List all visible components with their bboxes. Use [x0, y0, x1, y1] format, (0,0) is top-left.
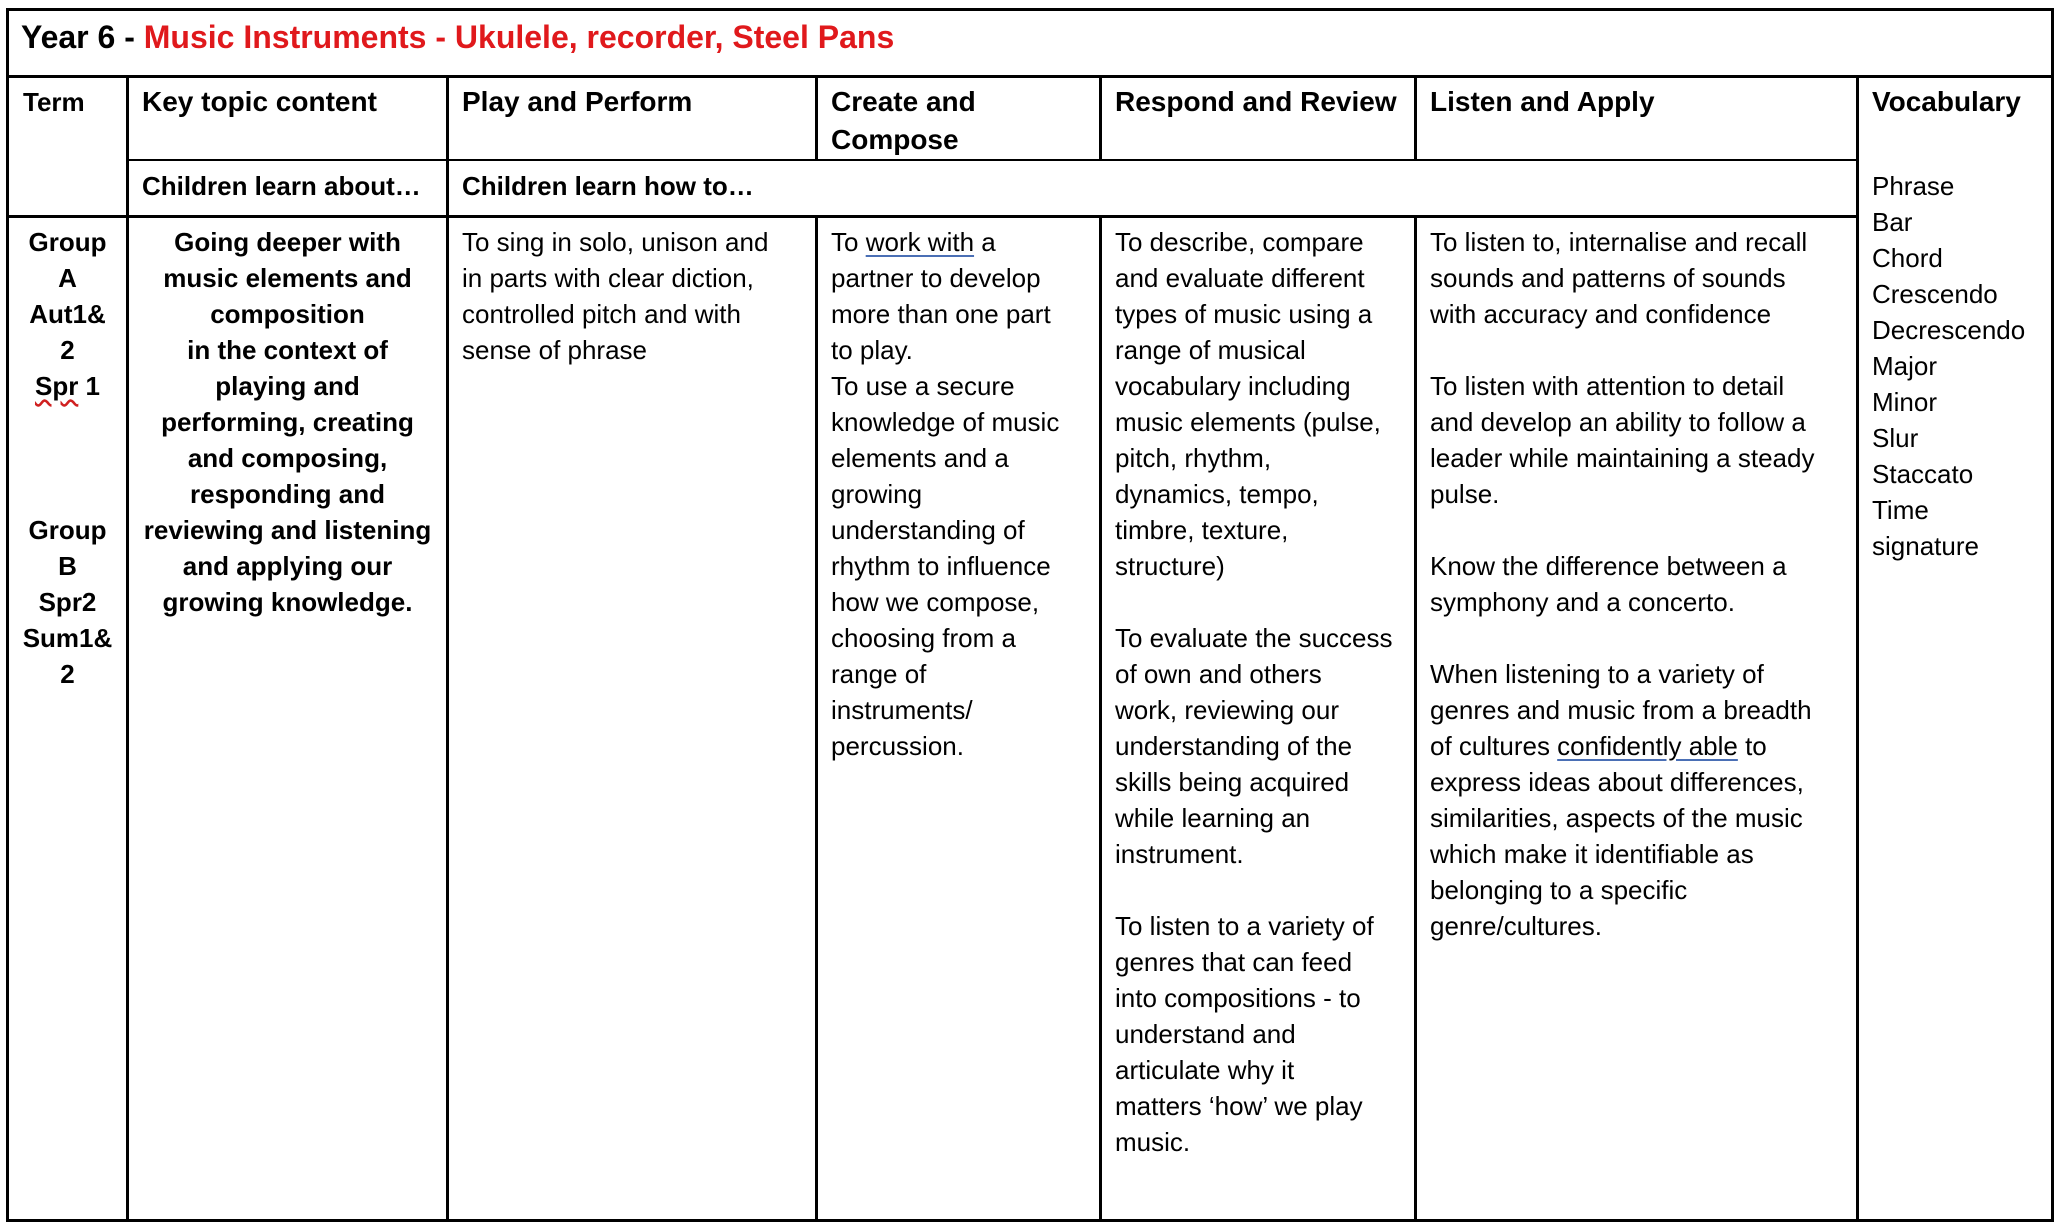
listen-apply-line: To listen with attention to detail — [1430, 371, 1785, 401]
play-perform-line: in parts with clear diction, — [462, 263, 754, 293]
header-vocabulary-label: Vocabulary — [1872, 86, 2021, 117]
vocab-item: Slur — [1872, 423, 1919, 453]
listen-apply-cell — [1430, 224, 1855, 944]
column-divider — [815, 78, 818, 159]
key-topic-line: in the context of — [187, 335, 388, 365]
respond-review-line: music elements (pulse, — [1115, 407, 1381, 437]
column-divider — [1099, 217, 1102, 1222]
respond-review-line: pitch, rhythm, — [1115, 443, 1272, 473]
respond-review-line: To listen to a variety of — [1115, 911, 1374, 941]
play-perform-line: To sing in solo, unison and — [462, 227, 769, 257]
key-topic-line: and applying our — [182, 551, 393, 581]
respond-review-line: of own and others — [1115, 659, 1322, 689]
create-compose-line: partner to develop — [831, 263, 1041, 293]
respond-review-line: understanding of the — [1115, 731, 1353, 761]
listen-apply-text: of cultures — [1430, 731, 1558, 761]
create-compose-line: growing — [831, 479, 923, 509]
header-play-perform — [462, 83, 812, 121]
listen-apply-line: similarities, aspects of the music — [1430, 803, 1803, 833]
column-divider — [1414, 78, 1417, 159]
header-row-divider — [126, 159, 1859, 161]
create-compose-line: rhythm to influence — [831, 551, 1051, 581]
vocab-item: Staccato — [1872, 459, 1974, 489]
respond-review-line: understand and — [1115, 1019, 1296, 1049]
create-compose-line: To use a secure — [831, 371, 1015, 401]
create-compose-line: instruments/ — [831, 695, 973, 725]
key-topic-line: composition — [210, 299, 365, 329]
create-compose-line: understanding of — [831, 515, 1025, 545]
vocab-item: Decrescendo — [1872, 315, 2026, 345]
listen-apply-line: pulse. — [1430, 479, 1500, 509]
create-compose-text: To — [831, 227, 866, 257]
listen-apply-line: sounds and patterns of sounds — [1430, 263, 1786, 293]
respond-review-line: work, reviewing our — [1115, 695, 1339, 725]
subheader-learn-about-label: Children learn about… — [142, 171, 421, 201]
spacer — [9, 476, 126, 512]
respond-review-line: while learning an — [1115, 803, 1311, 833]
header-create-compose-line: Create and — [831, 86, 976, 117]
respond-review-line: music. — [1115, 1127, 1191, 1157]
term-line: A — [58, 263, 77, 293]
respond-review-line: and evaluate different — [1115, 263, 1365, 293]
create-compose-underlined: work with — [865, 227, 975, 257]
vocab-item: Time — [1872, 495, 1929, 525]
header-create-compose-line: Compose — [831, 124, 959, 155]
respond-review-line: timbre, texture, — [1115, 515, 1289, 545]
term-line: Group — [28, 515, 107, 545]
column-divider — [1099, 78, 1102, 159]
subheader-learn-how-label: Children learn how to… — [462, 171, 754, 201]
term-line: 2 — [60, 659, 75, 689]
respond-review-line: vocabulary including — [1115, 371, 1351, 401]
listen-apply-underlined: confidently able — [1557, 731, 1738, 761]
header-listen-apply-label: Listen and Apply — [1430, 86, 1655, 117]
vocab-item: Minor — [1872, 387, 1938, 417]
create-compose-line — [831, 224, 1097, 260]
header-key-topic — [142, 83, 442, 121]
term-line: Group — [28, 227, 107, 257]
listen-apply-line: leader while maintaining a steady — [1430, 443, 1815, 473]
vocab-item: signature — [1872, 531, 1979, 561]
spacer — [1430, 512, 1855, 548]
listen-apply-line: genres and music from a breadth — [1430, 695, 1812, 725]
vocab-item: Phrase — [1872, 171, 1955, 201]
subheader-learn-how — [462, 168, 1362, 204]
header-term-label: Term — [23, 87, 85, 117]
listen-apply-line: and develop an ability to follow a — [1430, 407, 1806, 437]
key-topic-line: Going deeper with — [174, 227, 401, 257]
spacer — [9, 404, 126, 440]
term-line: 2 — [60, 335, 75, 365]
term-line: Sum1& — [22, 623, 113, 653]
key-topic-line: and composing, — [187, 443, 388, 473]
listen-apply-line: express ideas about differences, — [1430, 767, 1804, 797]
vocab-item: Bar — [1872, 207, 1913, 237]
create-compose-line: choosing from a — [831, 623, 1016, 653]
spacer — [1430, 332, 1855, 368]
listen-apply-line: with accuracy and confidence — [1430, 299, 1772, 329]
header-key-topic-label: Key topic content — [142, 86, 377, 117]
column-divider — [1414, 217, 1417, 1222]
listen-apply-text: to — [1737, 731, 1767, 761]
term-line — [9, 368, 126, 404]
key-topic-cell — [129, 224, 446, 620]
spacer — [9, 440, 126, 476]
page-title — [9, 11, 2051, 78]
term-line: Spr2 — [38, 587, 97, 617]
header-play-perform-label: Play and Perform — [462, 86, 693, 117]
create-compose-line: range of — [831, 659, 927, 689]
key-topic-line: playing and — [215, 371, 360, 401]
create-compose-line: elements and a — [831, 443, 1009, 473]
vocab-item: Chord — [1872, 243, 1943, 273]
respond-review-cell — [1115, 224, 1413, 1160]
respond-review-line: genres that can feed — [1115, 947, 1353, 977]
key-topic-line: growing knowledge. — [162, 587, 413, 617]
term-cell — [9, 224, 126, 692]
column-divider — [446, 78, 449, 1222]
title-subject: Music Instruments - Ukulele, recorder, Steel Pans — [143, 19, 895, 55]
play-perform-line: sense of phrase — [462, 335, 648, 365]
respond-review-line: skills being acquired — [1115, 767, 1350, 797]
respond-review-line: articulate why it — [1115, 1055, 1295, 1085]
respond-review-line: structure) — [1115, 551, 1225, 581]
listen-apply-line: which make it identifiable as — [1430, 839, 1754, 869]
play-perform-line: controlled pitch and with — [462, 299, 741, 329]
listen-apply-line: symphony and a concerto. — [1430, 587, 1735, 617]
respond-review-line: To evaluate the success — [1115, 623, 1393, 653]
title-prefix: Year 6 - — [21, 19, 144, 55]
key-topic-line: responding and — [190, 479, 385, 509]
header-vocabulary — [1872, 83, 2052, 121]
body-row-divider — [9, 215, 1859, 218]
vocab-item: Major — [1872, 351, 1938, 381]
term-spr-number: 1 — [78, 371, 101, 401]
vocabulary-list — [1872, 168, 2052, 564]
listen-apply-line: genre/cultures. — [1430, 911, 1602, 941]
term-line: B — [58, 551, 77, 581]
term-group-b — [9, 512, 126, 692]
term-spr-word: Spr — [34, 371, 79, 401]
respond-review-line: instrument. — [1115, 839, 1244, 869]
respond-review-line: matters ‘how’ we play — [1115, 1091, 1363, 1121]
spacer — [1430, 620, 1855, 656]
listen-apply-line: When listening to a variety of — [1430, 659, 1764, 689]
listen-apply-line — [1430, 728, 1855, 764]
listen-apply-line: belonging to a specific — [1430, 875, 1688, 905]
create-compose-line: more than one part — [831, 299, 1051, 329]
create-compose-text: a — [974, 227, 996, 257]
vocab-item: Crescendo — [1872, 279, 1998, 309]
header-respond-review — [1115, 83, 1411, 121]
respond-review-line: into compositions - to — [1115, 983, 1361, 1013]
play-perform-cell — [462, 224, 814, 368]
create-compose-line: to play. — [831, 335, 913, 365]
term-group-a — [9, 224, 126, 404]
respond-review-line: dynamics, tempo, — [1115, 479, 1319, 509]
spacer — [1115, 584, 1413, 620]
header-respond-review-label: Respond and Review — [1115, 86, 1397, 117]
key-topic-line: performing, creating — [161, 407, 414, 437]
column-divider — [1856, 78, 1859, 1222]
spacer — [1115, 872, 1413, 908]
listen-apply-line: To listen to, internalise and recall — [1430, 227, 1808, 257]
create-compose-line: how we compose, — [831, 587, 1040, 617]
respond-review-line: types of music using a — [1115, 299, 1373, 329]
key-topic-line: reviewing and listening — [143, 515, 432, 545]
listen-apply-line: Know the difference between a — [1430, 551, 1787, 581]
key-topic-line: music elements and — [163, 263, 412, 293]
curriculum-table — [6, 8, 2054, 1222]
subheader-learn-about — [142, 168, 442, 204]
respond-review-line: range of musical — [1115, 335, 1306, 365]
respond-review-line: To describe, compare — [1115, 227, 1364, 257]
term-line: Aut1& — [29, 299, 106, 329]
column-divider — [815, 217, 818, 1222]
header-create-compose — [831, 83, 1096, 159]
header-term — [23, 83, 123, 121]
header-listen-apply — [1430, 83, 1850, 121]
create-compose-line: knowledge of music — [831, 407, 1060, 437]
create-compose-cell — [831, 224, 1097, 764]
create-compose-line: percussion. — [831, 731, 964, 761]
